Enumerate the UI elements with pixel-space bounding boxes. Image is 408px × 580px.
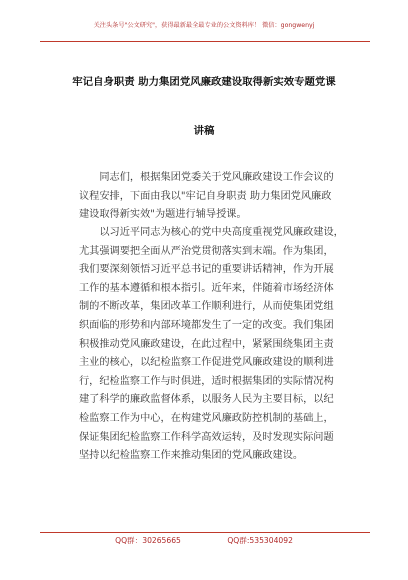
text-line: 保证集团纪检监察工作科学高效运转，及时发现实际问题: [79, 431, 334, 443]
text-line: 同志们，根据集团党委关于党风廉政建设工作会议的: [79, 172, 334, 183]
document-title: 牢记自身职责 助力集团党风廉政建设取得新实效专题党课: [72, 76, 336, 88]
header-banner: 关注头条号"公文研究"，获得最新最全最专业的公文资料库！ 微信：gongwenyj: [93, 22, 315, 29]
paragraph-intro: [79, 169, 337, 225]
text-line: 尤其强调要把全面从严治党贯彻落实到末端。作为集团，: [79, 245, 334, 257]
header-divider: [40, 41, 370, 42]
text-line: 坚持以纪检监察工作来推动集团的党风廉政建设。: [79, 450, 304, 462]
text-line: 积极推动党风廉政建设，在此过程中，紧紧围绕集团主责: [79, 338, 334, 350]
text-line: 工作的基本遵循和根本指引。近年来，伴随着市场经济体: [79, 282, 334, 294]
text-line: 议程安排，下面由我以"牢记自身职责 助力集团党风廉政: [79, 190, 332, 202]
text-line: 行，纪检监察工作与时俱进，适时根据集团的实际情况构: [79, 375, 334, 387]
text-line: 我们要深刻领悟习近平总书记的重要讲话精神，作为开展: [79, 264, 334, 276]
footer-divider: [40, 532, 370, 533]
text-line: 制的不断改革，集团改革工作顺利进行，从而使集团党组: [79, 301, 334, 313]
footer-qq-group-1: QQ群：30265665: [115, 536, 181, 545]
footer-qq-group-2: QQ群:535304092: [227, 536, 293, 545]
document-subtitle: 讲稿: [193, 125, 215, 137]
text-line: 主业的核心，以纪检监察工作促进党风廉政建设的顺利进: [79, 357, 334, 369]
text-line: 检监察工作为中心，在构建党风廉政防控机制的基础上，: [79, 412, 334, 424]
text-line: 织面临的形势和内部环境都发生了一定的改变。我们集团: [79, 319, 334, 331]
paragraph-body: [79, 224, 344, 466]
text-line: 建了科学的廉政监督体系，以服务人民为主要目标，以纪: [79, 394, 334, 406]
text-line: 以习近平同志为核心的党中央高度重视党风廉政建设，: [79, 227, 344, 238]
text-line: 建设取得新实效"为题进行辅导授课。: [79, 209, 247, 221]
footer: [0, 535, 408, 546]
